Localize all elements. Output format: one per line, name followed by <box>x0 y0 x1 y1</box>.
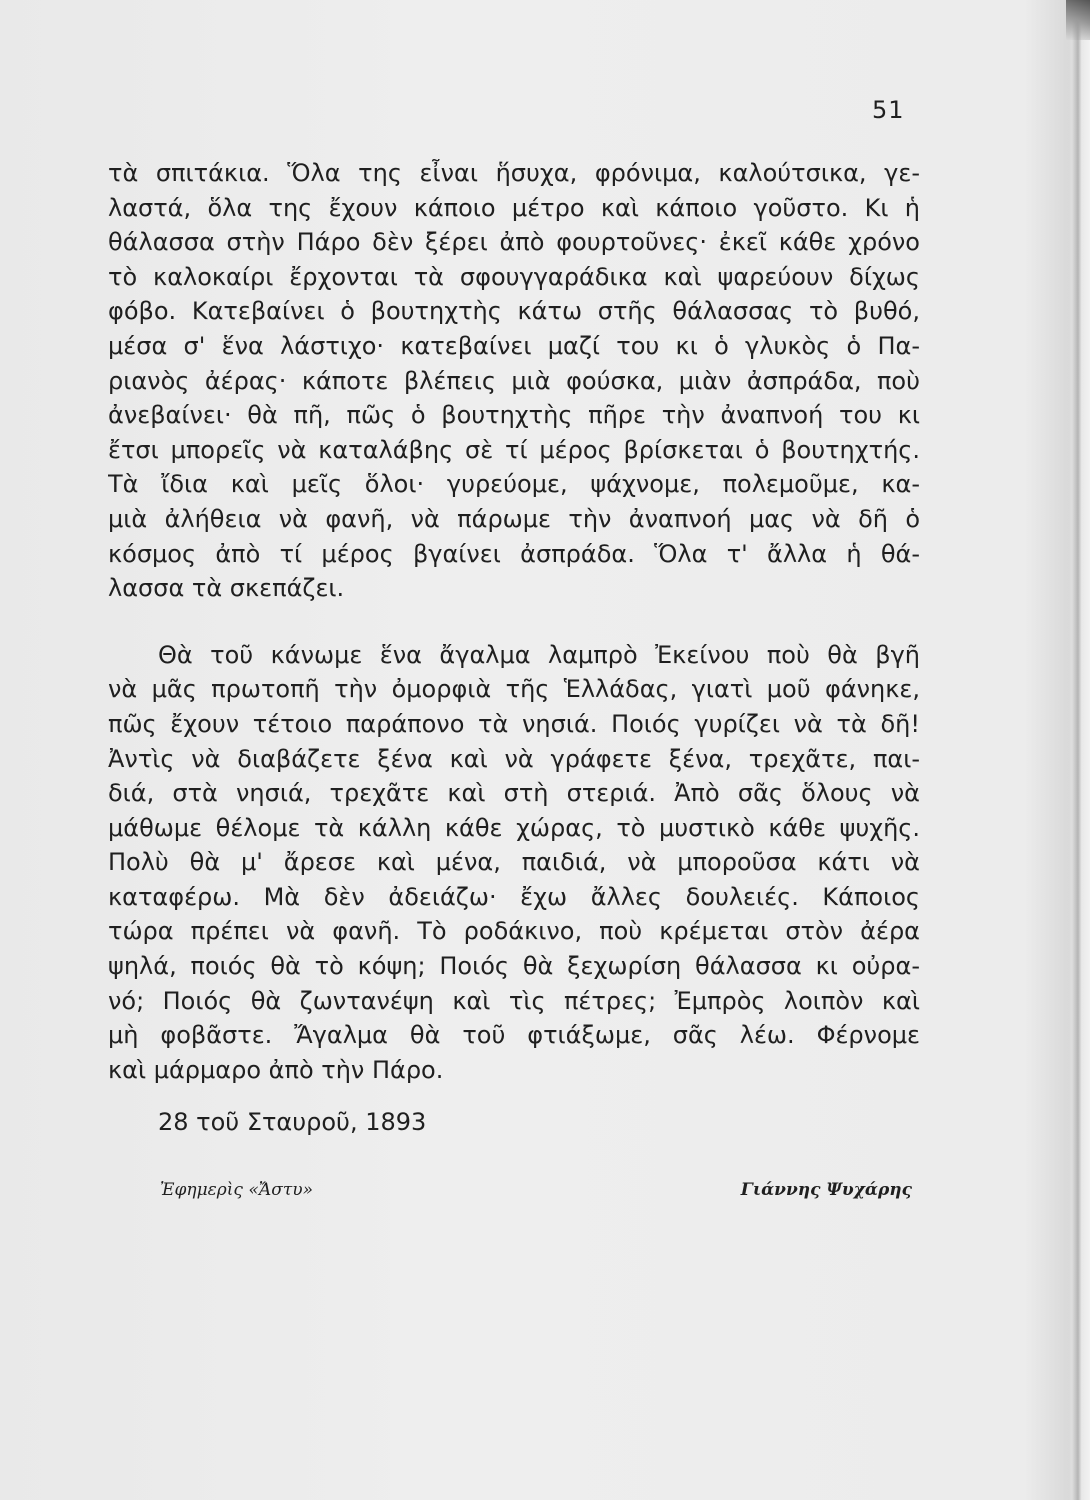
text-line: καὶ μάρμαρο ἀπὸ τὴν Πάρο. <box>108 1055 444 1084</box>
text-line: θάλασσα στὴν Πάρο δὲν ξέρει ἀπὸ φουρτοῦνες· ἐκεῖ κάθε χρόνο <box>108 228 920 257</box>
text-line: τώρα πρέπει νὰ φανῆ. Τὸ ροδάκινο, ποὺ κρέμεται στὸν ἀέρα <box>108 917 920 946</box>
text-line: μέσα σ' ἕνα λάστιχο· κατεβαίνει μαζί του κι ὁ γλυκὸς ὁ Πα- <box>108 331 920 360</box>
paragraph-gap <box>108 606 920 638</box>
body-text <box>108 156 920 1087</box>
text-line: Τὰ ἴδια καὶ μεῖς ὅλοι· γυρεύομε, ψάχνομε, πολεμοῦμε, κα- <box>108 470 920 499</box>
text-line: νὰ μᾶς πρωτοπῆ τὴν ὀμορφιὰ τῆς Ἑλλάδας, γιατὶ μοῦ φάνηκε, <box>108 675 920 704</box>
page-edge-shadow <box>1072 0 1082 1500</box>
date-line: 28 τοῦ Σταυροῦ, 1893 <box>158 1108 427 1136</box>
text-line: λασσα τὰ σκεπάζει. <box>108 574 345 603</box>
text-line: Πολὺ θὰ μ' ἄρεσε καὶ μένα, παιδιά, νὰ μποροῦσα κάτι νὰ <box>108 848 920 877</box>
text-line: καταφέρω. Μὰ δὲν ἀδειάζω· ἔχω ἄλλες δουλειές. Κάποιος <box>108 882 920 911</box>
source-citation: Ἐφημερὶς «Ἄστυ» <box>160 1180 313 1200</box>
text-line: μὴ φοβᾶστε. Ἄγαλμα θὰ τοῦ φτιάξωμε, σᾶς λέω. Φέρνομε <box>108 1021 920 1050</box>
text-line: ἔτσι μπορεῖς νὰ καταλάβης σὲ τί μέρος βρίσκεται ὁ βουτηχτής. <box>108 435 920 464</box>
page-number: 51 <box>872 96 905 124</box>
text-line: ψηλά, ποιός θὰ τὸ κόψη; Ποιός θὰ ξεχωρίση θάλασσα κι οὐρα- <box>108 952 920 981</box>
page-corner <box>1066 0 1090 40</box>
text-line: νό; Ποιός θὰ ζωντανέψη καὶ τὶς πέτρες; Ἐμπρὸς λοιπὸν καὶ <box>108 986 920 1015</box>
text-line: ριανὸς ἀέρας· κάποτε βλέπεις μιὰ φούσκα, μιὰν ἀσπράδα, ποὺ <box>108 366 920 395</box>
text-line: μιὰ ἀλήθεια νὰ φανῆ, νὰ πάρωμε τὴν ἀναπνοή μας νὰ δῆ ὁ <box>108 504 920 533</box>
text-line: Ἀντὶς νὰ διαβάζετε ξένα καὶ νὰ γράφετε ξένα, τρεχᾶτε, παι- <box>108 744 920 773</box>
text-line: τὸ καλοκαίρι ἔρχονται τὰ σφουγγαράδικα καὶ ψαρεύουν δίχως <box>108 262 920 291</box>
text-line: τὰ σπιτάκια. Ὅλα της εἶναι ἥσυχα, φρόνιμα, καλούτσικα, γε- <box>108 159 920 187</box>
paragraph-2 <box>108 638 920 1088</box>
text-line: κόσμος ἀπὸ τί μέρος βγαίνει ἀσπράδα. Ὅλα τ' ἄλλα ἡ θά- <box>108 539 920 568</box>
author-signature: Γιάννης Ψυχάρης <box>740 1180 912 1200</box>
text-line: λαστά, ὅλα της ἔχουν κάποιο μέτρο καὶ κάποιο γοῦστο. Κι ἡ <box>108 193 920 222</box>
text-line: διά, στὰ νησιά, τρεχᾶτε καὶ στὴ στεριά. Ἀπὸ σᾶς ὅλους νὰ <box>108 779 920 808</box>
text-line: φόβο. Κατεβαίνει ὁ βουτηχτὴς κάτω στῆς θάλασσας τὸ βυθό, <box>108 297 920 326</box>
paragraph-1 <box>108 156 920 606</box>
text-line: ἀνεβαίνει· θὰ πῆ, πῶς ὁ βουτηχτὴς πῆρε τὴν ἀναπνοή του κι <box>108 401 920 430</box>
text-line: Θὰ τοῦ κάνωμε ἕνα ἄγαλμα λαμπρὸ Ἐκείνου ποὺ θὰ βγῆ <box>158 640 920 669</box>
text-line: πῶς ἔχουν τέτοιο παράπονο τὰ νησιά. Ποιός γυρίζει νὰ τὰ δῆ! <box>108 709 920 738</box>
text-line: μάθωμε θέλομε τὰ κάλλη κάθε χώρας, τὸ μυστικὸ κάθε ψυχῆς. <box>108 813 920 842</box>
